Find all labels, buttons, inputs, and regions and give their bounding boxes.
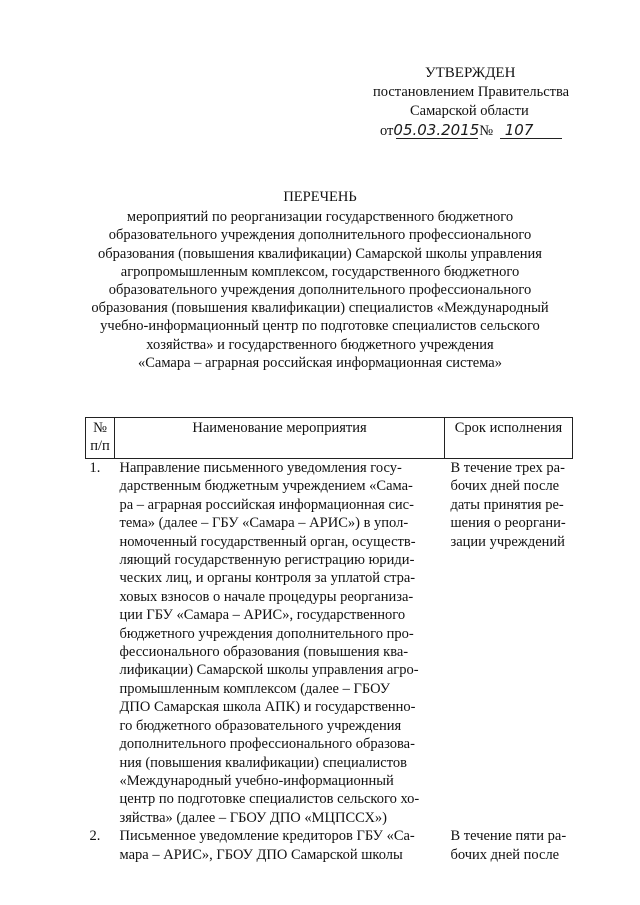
name-line: ра – аграрная российская информационная сис- (119, 496, 414, 513)
term-line: зации учреждений (450, 533, 565, 550)
row-name (115, 459, 445, 828)
name-line: центр по подготовке специалистов сельского хо- (119, 791, 420, 808)
approval-by: постановлением Правительства (373, 84, 570, 100)
row-name (115, 827, 445, 864)
heading-line: учебно-информационный центр по подготовке специалистов сельского (100, 318, 540, 335)
approval-title: УТВЕРЖДЕН (425, 65, 516, 81)
row-term (445, 459, 573, 828)
name-line: ния (повышения квалификации) специалистов (119, 754, 407, 771)
header-name: Наименование мероприятия (115, 418, 445, 459)
name-line: го бюджетного образовательного учреждения (119, 717, 402, 734)
name-line: дополнительного профессионального образова- (119, 736, 415, 753)
row-term (445, 827, 573, 864)
name-line: ляющий государственную регистрацию юриди- (119, 552, 415, 569)
row-number-text: 1. (89, 460, 101, 476)
term-line: шения о реоргани- (450, 515, 566, 532)
heading-line: хозяйства» и государственного бюджетного учреждения (146, 336, 494, 353)
name-line: мара – АРИС», ГБОУ ДПО Самарской школы (119, 846, 403, 863)
table-row (86, 459, 573, 828)
measures-table (85, 417, 573, 864)
number-underline (500, 138, 562, 139)
name-line: ДПО Самарская школа АПК) и государственно- (119, 699, 416, 716)
heading-line: образования (повышения квалификации) Самарской школы управления (98, 245, 542, 262)
header-number-line2: п/п (90, 437, 110, 454)
row-number (86, 827, 115, 864)
name-line: тема» (далее – ГБУ «Самара – АРИС») в упол- (119, 515, 409, 532)
name-line: ции ГБУ «Самара – АРИС», государственного (119, 607, 406, 624)
heading-line: агропромышленным комплексом, государственного бюджетного (120, 263, 520, 280)
heading-line: образовательного учреждения дополнительного профессионального (108, 282, 532, 299)
heading-line: образования (повышения квалификации) специалистов «Международный (91, 300, 549, 317)
term-line: бочих дней после (450, 478, 560, 495)
term-line: даты принятия ре- (450, 496, 564, 513)
approval-date: 05.03.2015 (393, 121, 480, 139)
name-line: номоченный государственный орган, осуществ- (119, 533, 416, 550)
name-line: ховых взносов о начале процедуры реорганиза- (119, 588, 414, 605)
table-header-row (86, 418, 573, 459)
table-row (86, 827, 573, 864)
heading-line: образовательного учреждения дополнительного профессионального (108, 227, 532, 244)
date-prefix: от (380, 123, 394, 139)
name-line: ческих лиц, и органы контроля за уплатой стра- (119, 570, 416, 587)
term-line: В течение трех ра- (450, 460, 565, 476)
row-number-text: 2. (89, 828, 101, 845)
name-line: бюджетного учреждения дополнительного про- (119, 625, 414, 642)
term-line: бочих дней после (450, 846, 560, 863)
name-line: лификации) Самарской школы управления агро- (119, 662, 419, 679)
row-number (86, 459, 115, 828)
name-line: «Международный учебно-информационный (119, 772, 394, 789)
name-line: промышленным комплексом (далее – ГБОУ (119, 680, 390, 697)
term-line: В течение пяти ра- (450, 828, 567, 845)
header-term: Срок исполнения (445, 418, 573, 459)
heading-title: ПЕРЕЧЕНЬ (283, 189, 357, 205)
number-prefix: № (479, 123, 494, 139)
name-line: Письменное уведомление кредиторов ГБУ «Са- (119, 828, 415, 845)
heading-line: «Самара – аграрная российская информационная система» (137, 354, 502, 371)
date-underline (396, 138, 478, 139)
name-line: дарственным бюджетным учреждением «Сама- (119, 478, 413, 495)
name-line: зяйства» (далее – ГБОУ ДПО «МЦПССХ») (119, 809, 387, 826)
approval-region: Самарской области (410, 103, 529, 119)
approval-number: 107 (504, 121, 534, 139)
header-number (86, 418, 115, 459)
header-number-line1: № (93, 420, 107, 436)
document-heading (0, 188, 640, 372)
name-line: фессионального образования (повышения ква- (119, 644, 409, 661)
name-line: Направление письменного уведомления госу- (119, 460, 402, 476)
heading-line: мероприятий по реорганизации государственного бюджетного (126, 209, 514, 226)
